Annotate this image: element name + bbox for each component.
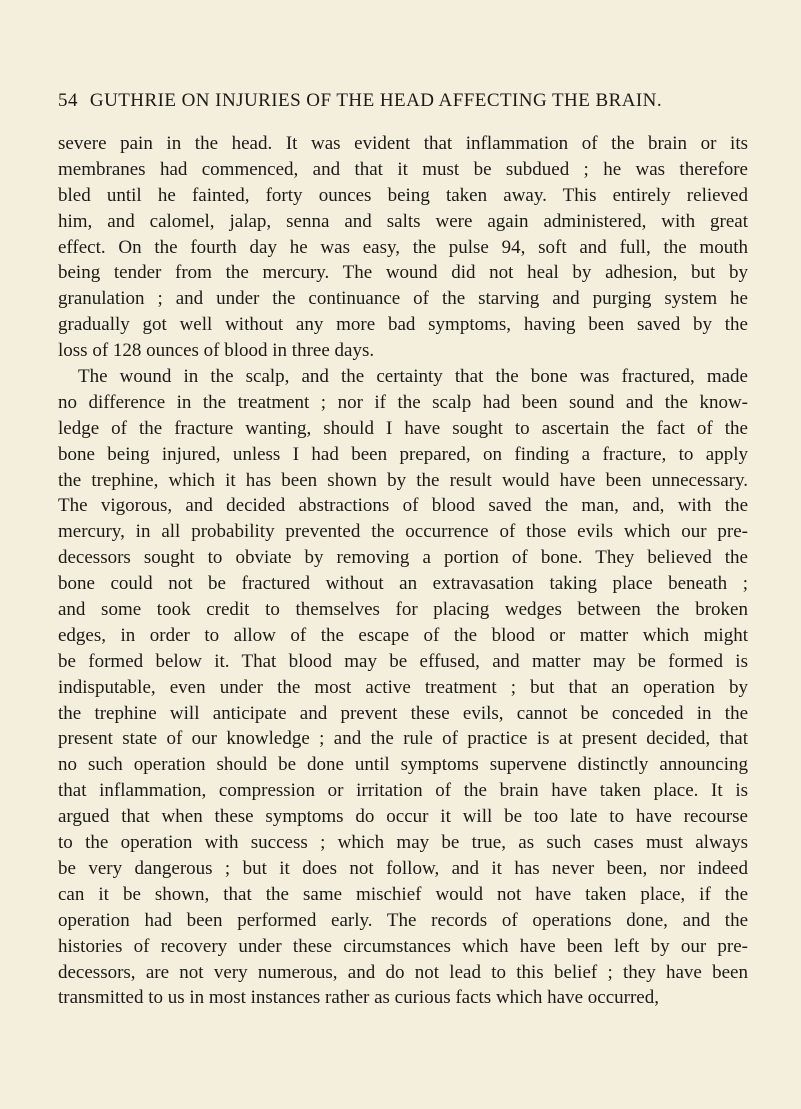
text-line: bone could not be fractured without an extravasation taking place beneath ; [58, 573, 748, 595]
text-line: membranes had commenced, and that it must be subdued ; he was therefore [58, 158, 748, 180]
text-line: the trephine will anticipate and prevent these evils, cannot be conceded in the [58, 702, 748, 724]
paragraph [58, 364, 748, 1011]
text-line: decessors sought to obviate by removing a portion of bone. They believed the [58, 547, 748, 569]
text-line: being tender from the mercury. The wound did not heal by adhesion, but by [58, 262, 748, 284]
text-line: can it be shown, that the same mischief would not have taken place, if the [58, 883, 748, 905]
text-line: mercury, in all probability prevented the occurrence of those evils which our pre- [58, 521, 748, 543]
text-line: to the operation with success ; which may be true, as such cases must always [58, 832, 748, 854]
text-line: transmitted to us in most instances rather as curious facts which have occurred, [58, 987, 659, 1009]
text-line: effect. On the fourth day he was easy, the pulse 94, soft and full, the mouth [58, 236, 748, 258]
text-line: argued that when these symptoms do occur it will be too late to have recourse [58, 806, 748, 828]
text-line: histories of recovery under these circumstances which have been left by our pre- [58, 935, 748, 957]
text-line: loss of 128 ounces of blood in three days. [58, 340, 375, 362]
text-line: bone being injured, unless I had been prepared, on finding a fracture, to apply [58, 443, 748, 465]
text-line: be formed below it. That blood may be effused, and matter may be formed is [58, 650, 748, 672]
text-line: present state of our knowledge ; and the rule of practice is at present decided, that [58, 728, 748, 750]
text-line: that inflammation, compression or irritation of the brain have taken place. It is [58, 780, 748, 802]
text-line: him, and calomel, jalap, senna and salts were again administered, with great [58, 210, 748, 232]
body-text [58, 131, 748, 1011]
paragraph [58, 131, 748, 364]
text-line: and some took credit to themselves for placing wedges between the broken [58, 599, 748, 621]
text-line: no difference in the treatment ; nor if the scalp had been sound and the know- [58, 391, 748, 413]
text-line: decessors, are not very numerous, and do not lead to this belief ; they have been [58, 961, 748, 983]
running-head [58, 90, 662, 112]
text-line: no such operation should be done until symptoms supervene distinctly announcing [58, 754, 748, 776]
text-line: granulation ; and under the continuance of the starving and purging system he [58, 288, 748, 310]
text-line: be very dangerous ; but it does not follow, and it has never been, nor indeed [58, 857, 748, 879]
text-line: severe pain in the head. It was evident that inflammation of the brain or its [58, 133, 748, 154]
text-line: The vigorous, and decided abstractions of blood saved the man, and, with the [58, 495, 748, 517]
text-line: edges, in order to allow of the escape of the blood or matter which might [58, 624, 748, 646]
text-line: bled until he fainted, forty ounces being taken away. This entirely relieved [58, 184, 748, 206]
text-line: gradually got well without any more bad symptoms, having been saved by the [58, 314, 748, 336]
text-line: The wound in the scalp, and the certainty that the bone was fractured, made [78, 366, 748, 388]
running-title: GUTHRIE ON INJURIES OF THE HEAD AFFECTING THE BRAIN. [89, 90, 663, 111]
text-line: ledge of the fracture wanting, should I have sought to ascertain the fact of the [58, 417, 748, 439]
text-line: the trephine, which it has been shown by the result would have been unnecessary. [58, 469, 748, 491]
page-number: 54 [58, 90, 78, 111]
text-line: operation had been performed early. The records of operations done, and the [58, 909, 748, 931]
text-line: indisputable, even under the most active treatment ; but that an operation by [58, 676, 748, 698]
